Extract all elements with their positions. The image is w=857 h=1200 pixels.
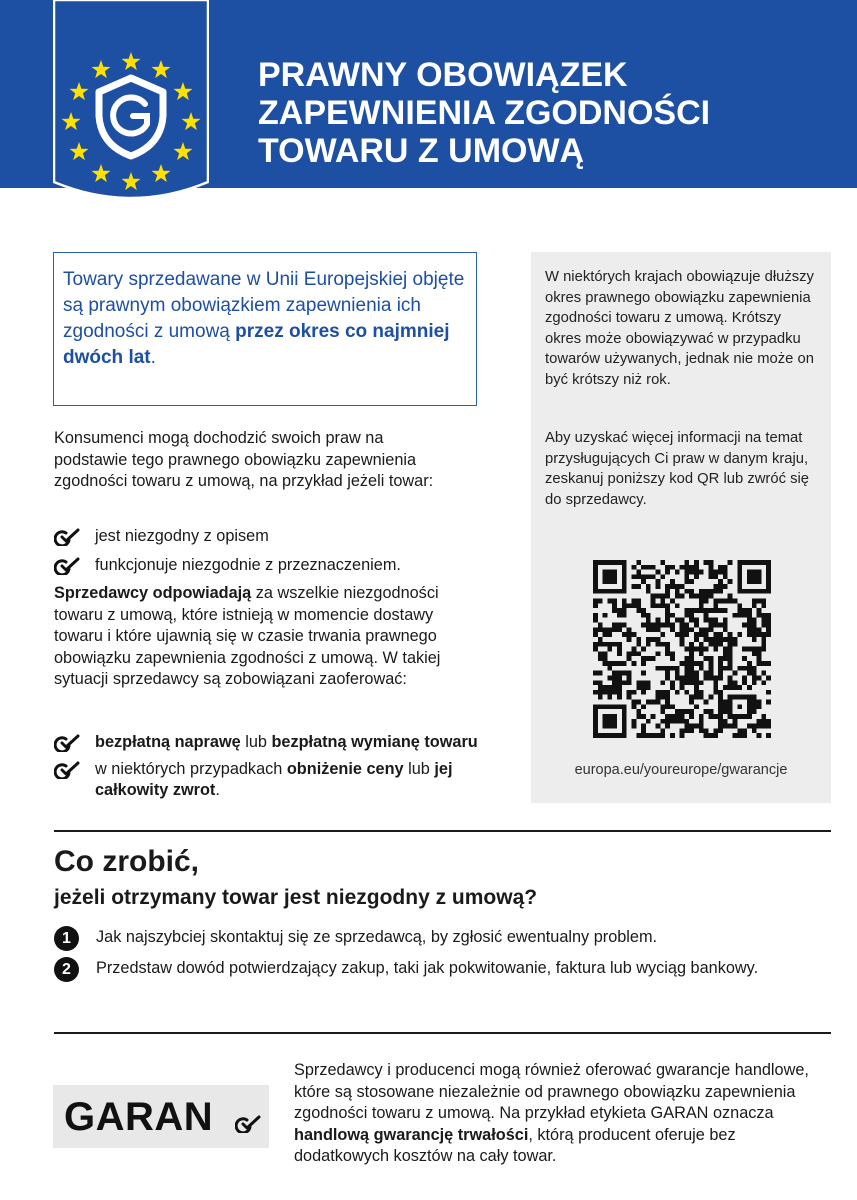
remedy-text: .	[215, 781, 220, 799]
garan-text: Sprzedawcy i producenci mogą również oferować gwarancje handlowe, które są stosowane niezależnie od prawnego obowiązku zapewnienia zgodności towaru z umową. Na przykład etykieta GARAN oznacza	[294, 1061, 809, 1122]
step-item	[54, 958, 824, 980]
section-title: Co zrobić,	[54, 845, 200, 878]
garan-logo-text: GARAN	[64, 1095, 214, 1139]
sellers-bold-text: Sprzedawcy odpowiadają	[54, 584, 252, 602]
remedy-text: lub	[403, 759, 435, 778]
check-icon	[54, 528, 80, 546]
intro-text: Towary sprzedawane w Unii Europejskiej objęte są prawnym obowiązkiem zapewnienia ich zgodności z umową	[63, 269, 465, 342]
list-item	[54, 526, 484, 548]
condition-text: jest niezgodny z opisem	[95, 527, 269, 545]
sidebar-text-1: W niektórych krajach obowiązuje dłuższy okres prawnego obowiązku zapewnienia zgodności towaru z umową. Krótszy okres może obowiązywać w przypadku towarów używanych, jednak nie może on być krótszy niż rok.	[545, 269, 814, 388]
check-icon	[235, 1115, 261, 1133]
step-number-badge: 2	[54, 957, 79, 982]
garan-bold-text: handlową gwarancję trwałości	[294, 1125, 529, 1144]
list-item	[54, 759, 484, 802]
divider	[54, 830, 831, 832]
intro-bold-text: przez okres co najmniej dwóch lat	[63, 321, 450, 368]
intro-end: .	[150, 347, 156, 368]
consumers-paragraph: Konsumenci mogą dochodzić swoich praw na podstawie tego prawnego obowiązku zapewnienia zgodności towaru z umową, na przykład jeżeli towar:	[54, 429, 434, 490]
conditions-list	[54, 526, 484, 583]
europa-url-link[interactable]: europa.eu/youreurope/gwarancje	[574, 762, 788, 778]
garan-paragraph	[294, 1060, 834, 1168]
sellers-text: za wszelkie niezgodności towaru z umową, które istnieją w momencie dostawy towaru i które ujawnią się w czasie trwania prawnego obowiązku zapewnienia zgodności z umową. W takiej sytuacji sprzedawcy są zobowiązani zaoferować:	[54, 584, 441, 688]
check-icon	[54, 557, 80, 575]
garan-text: , którą producent oferuje bez dodatkowych kosztów na cały towar.	[294, 1125, 736, 1165]
step-number-badge: 1	[54, 926, 79, 951]
sellers-paragraph	[54, 583, 484, 691]
intro-box	[53, 252, 477, 406]
remedies-list	[54, 732, 484, 807]
remedy-bold: bezpłatną wymianę towaru	[271, 733, 478, 751]
section-subtitle: jeżeli otrzymany towar jest niezgodny z umową?	[54, 886, 538, 909]
steps-list	[54, 927, 824, 988]
page-title: PRAWNY OBOWIĄZEK ZAPEWNIENIA ZGODNOŚCI TOWARU Z UMOWĄ	[258, 56, 711, 170]
list-item	[54, 732, 484, 754]
remedy-bold: bezpłatną naprawę	[95, 733, 241, 751]
condition-text: funkcjonuje niezgodnie z przeznaczeniem.	[95, 555, 401, 574]
sidebar-text-2: Aby uzyskać więcej informacji na temat przysługujących Ci praw w danym kraju, zeskanuj poniższy kod QR lub zwróć się do sprzedawcy.	[545, 430, 809, 508]
info-sidebar	[531, 252, 831, 803]
remedy-bold: jej całkowity zwrot	[95, 759, 453, 799]
remedy-bold: obniżenie ceny	[286, 759, 404, 778]
step-item	[54, 927, 824, 949]
divider	[54, 1032, 831, 1034]
check-icon	[54, 734, 80, 752]
remedy-text: lub	[240, 733, 272, 751]
check-icon	[54, 761, 80, 779]
step-text: Przedstaw dowód potwierdzający zakup, taki jak pokwitowanie, faktura lub wyciąg bankowy.	[96, 958, 759, 977]
qr-code-icon[interactable]	[593, 560, 771, 738]
eu-stars-shield-g-icon	[53, 0, 209, 202]
garan-logo	[53, 1085, 269, 1148]
remedy-text: w niektórych przypadkach	[95, 759, 287, 778]
list-item	[54, 555, 484, 577]
step-text: Jak najszybciej skontaktuj się ze sprzedawcą, by zgłosić ewentualny problem.	[96, 928, 658, 946]
